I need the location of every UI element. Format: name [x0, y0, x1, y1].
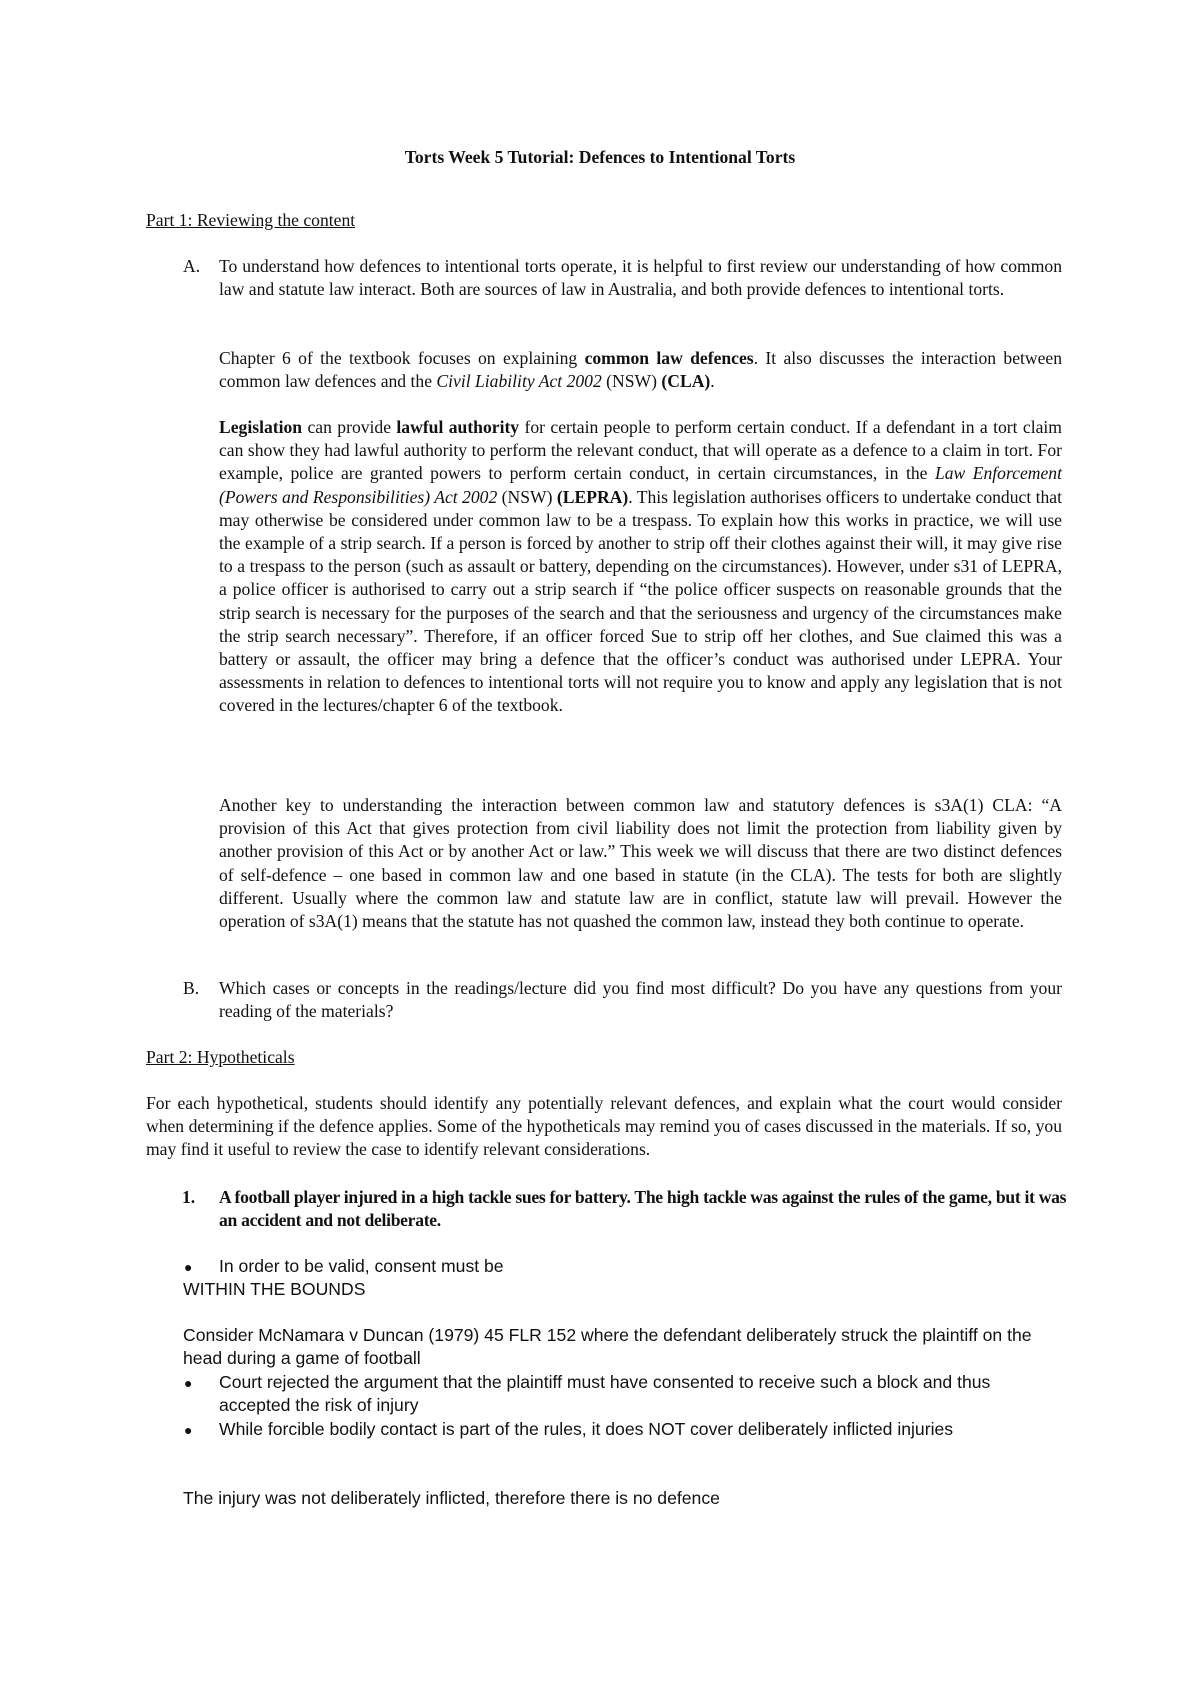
- question-1-number: 1.: [182, 1187, 196, 1207]
- case-paragraph: Consider McNamara v Duncan (1979) 45 FLR 152 where the defendant deliberately struck the plaintiff on the head during a game of football: [183, 1325, 1032, 1369]
- bullet-1-text: In order to be valid, consent must be: [219, 1256, 504, 1276]
- conclusion: The injury was not deliberately inflicted, therefore there is no defence: [183, 1488, 720, 1508]
- bullet-3-text: While forcible bodily contact is part of the rules, it does NOT cover deliberately inflicted injuries: [219, 1419, 954, 1439]
- bullet-1: ●: [184, 1259, 193, 1275]
- para2-text-4: .: [710, 371, 715, 392]
- para2-text-1: Chapter 6 of the textbook focuses on explaining: [219, 348, 585, 368]
- bullet-2: ●: [184, 1375, 193, 1391]
- para2-bold-common-law-defences: common law defences: [584, 348, 754, 368]
- item-a-para-1: To understand how defences to intentional torts operate, it is helpful to first review our understanding of how common law and statute law interact. Both are sources of law in Australia, and both provide defences to intentional torts.: [219, 256, 1062, 300]
- part2-intro: For each hypothetical, students should identify any potentially relevant defences, and explain what the court would consider when determining if the defence applies. Some of the hypotheticals may remind you of cases discussed in the materials. If so, you may find it useful to review the case to identify relevant considerations.: [146, 1093, 1062, 1160]
- part1-heading: Part 1: Reviewing the content: [146, 210, 356, 230]
- caps-line: WITHIN THE BOUNDS: [183, 1279, 366, 1299]
- para2-italic-act-name: Civil Liability Act 2002: [436, 371, 602, 392]
- para3-text-4: . This legislation authorises officers to undertake conduct that may otherwise be considered under common law to be a trespass. To explain how this works in practice, we will use the example of a strip search. If a person is forced by another to strip off their clothes against their will, it may give rise to a trespass to the person (such as assault or battery, depending on the circumstances). However, under s31 of LEPRA, a police officer is authorised to carry out a strip search if “the police officer suspects on reasonable grounds that the strip search is necessary for the purposes of the search and that the seriousness and urgency of the circumstances make the strip search necessary”. Therefore, if an officer forced Sue to strip off her clothes, and Sue claimed this was a battery or assault, the officer may bring a defence that the officer’s conduct was authorised under LEPRA. Your assessments in relation to defences to intentional torts will not require you to know and apply any legislation that is not covered in the lectures/chapter 6 of the textbook.: [219, 486, 1062, 716]
- para3-text-2: for certain people to perform certain conduct. If a defendant in a tort claim can show they had lawful authority to perform the relevant conduct, that will operate as a defence to a claim in tort. For example, police are granted powers to perform certain conduct, in certain circumstances, in the: [219, 417, 1062, 484]
- para3-bold-lepra: (LEPRA): [556, 486, 629, 507]
- bullet-2-text: Court rejected the argument that the plaintiff must have consented to receive such a block and thus accepted the risk of injury: [219, 1372, 991, 1416]
- item-b-text: Which cases or concepts in the readings/lecture did you find most difficult? Do you have any questions from your reading of the materials?: [219, 978, 1062, 1022]
- para3-italic-act-name: Law Enforcement (Powers and Responsibilities) Act 2002: [219, 463, 1062, 507]
- document-title: Torts Week 5 Tutorial: Defences to Intentional Torts: [404, 147, 796, 167]
- para3-text-3: (NSW): [497, 486, 557, 507]
- item-a-marker: A.: [183, 256, 201, 276]
- para2-bold-cla: (CLA): [661, 371, 711, 392]
- part2-heading: Part 2: Hypotheticals: [146, 1047, 295, 1067]
- item-a-para-3: [219, 416, 1062, 718]
- item-b-marker: B.: [183, 978, 200, 998]
- para3-bold-lawful-authority: lawful authority: [396, 417, 520, 437]
- bullet-3: ●: [184, 1422, 193, 1438]
- para2-text-3: (NSW): [601, 371, 662, 392]
- para3-bold-legislation: Legislation: [219, 417, 303, 437]
- para3-text-1: can provide: [302, 417, 397, 437]
- item-a-para-4: Another key to understanding the interaction between common law and statutory defences is s3A(1) CLA: “A provision of this Act that gives protection from civil liability does not limit the protection from liability given by another provision of this Act or by another Act or law.” This week we will discuss that there are two distinct defences of self-defence – one based in common law and one based in statute (in the CLA). The tests for both are slightly different. Usually where the common law and statute law are in conflict, statute law will prevail. However the operation of s3A(1) means that the statute has not quashed the common law, instead they both continue to operate.: [219, 795, 1062, 932]
- question-1-text: A football player injured in a high tackle sues for battery. The high tackle was against the rules of the game, but it was an accident and not deliberate.: [219, 1187, 1067, 1231]
- item-a-para-2: [219, 347, 1062, 393]
- para2-text-2: . It also discusses the interaction between common law defences and the: [219, 348, 1063, 392]
